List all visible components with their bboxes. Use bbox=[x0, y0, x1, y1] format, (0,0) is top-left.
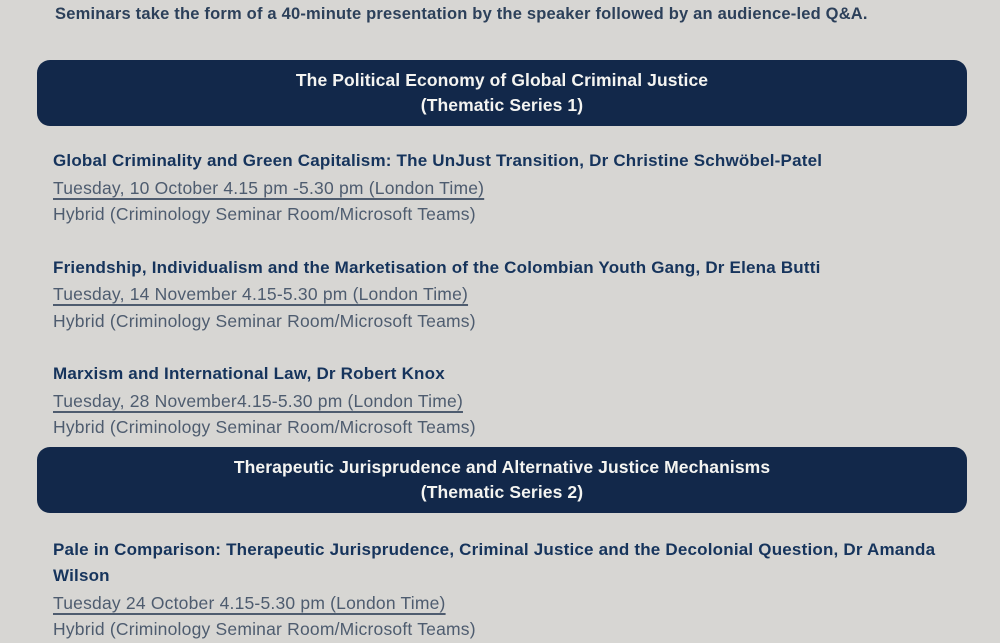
seminar-2-datetime: Tuesday, 14 November 4.15-5.30 pm (London Time) bbox=[53, 284, 469, 304]
seminar-entry-4 bbox=[53, 537, 955, 643]
seminar-2-location: Hybrid (Criminology Seminar Room/Microsoft Teams) bbox=[53, 310, 476, 331]
series-1-banner-title: The Political Economy of Global Criminal Justice bbox=[295, 70, 709, 90]
intro-text: Seminars take the form of a 40-minute presentation by the speaker followed by an audience-led Q&A. bbox=[55, 5, 868, 23]
seminar-4-datetime: Tuesday 24 October 4.15-5.30 pm (London Time) bbox=[53, 592, 446, 613]
seminar-2-title: Friendship, Individualism and the Marketisation of the Colombian Youth Gang, Dr Elena Butti bbox=[53, 257, 821, 277]
seminar-3-title: Marxism and International Law, Dr Robert Knox bbox=[53, 364, 445, 383]
series-2-banner-title: Therapeutic Jurisprudence and Alternative Justice Mechanisms bbox=[233, 456, 771, 477]
series-1-banner-subtitle: (Thematic Series 1) bbox=[420, 95, 584, 115]
seminar-4-title: Pale in Comparison: Therapeutic Jurisprudence, Criminal Justice and the Decolonial Question, Dr Amanda Wilson bbox=[53, 539, 936, 585]
series-2-banner bbox=[37, 447, 967, 513]
seminar-entry-1 bbox=[53, 148, 955, 228]
series-1-banner bbox=[37, 60, 967, 126]
seminar-1-datetime: Tuesday, 10 October 4.15 pm -5.30 pm (London Time) bbox=[53, 177, 485, 198]
seminar-1-location: Hybrid (Criminology Seminar Room/Microsoft Teams) bbox=[53, 204, 476, 224]
seminar-entry-2 bbox=[53, 255, 955, 335]
seminar-4-location: Hybrid (Criminology Seminar Room/Microsoft Teams) bbox=[53, 619, 476, 639]
series-2-banner-subtitle: (Thematic Series 2) bbox=[420, 481, 584, 502]
seminar-3-datetime: Tuesday, 28 November4.15-5.30 pm (London Time) bbox=[53, 390, 463, 411]
seminar-1-title: Global Criminality and Green Capitalism: The UnJust Transition, Dr Christine Schwöbel-Patel bbox=[53, 151, 823, 170]
seminar-entry-3 bbox=[53, 361, 955, 441]
seminar-3-location: Hybrid (Criminology Seminar Room/Microsoft Teams) bbox=[53, 417, 476, 437]
